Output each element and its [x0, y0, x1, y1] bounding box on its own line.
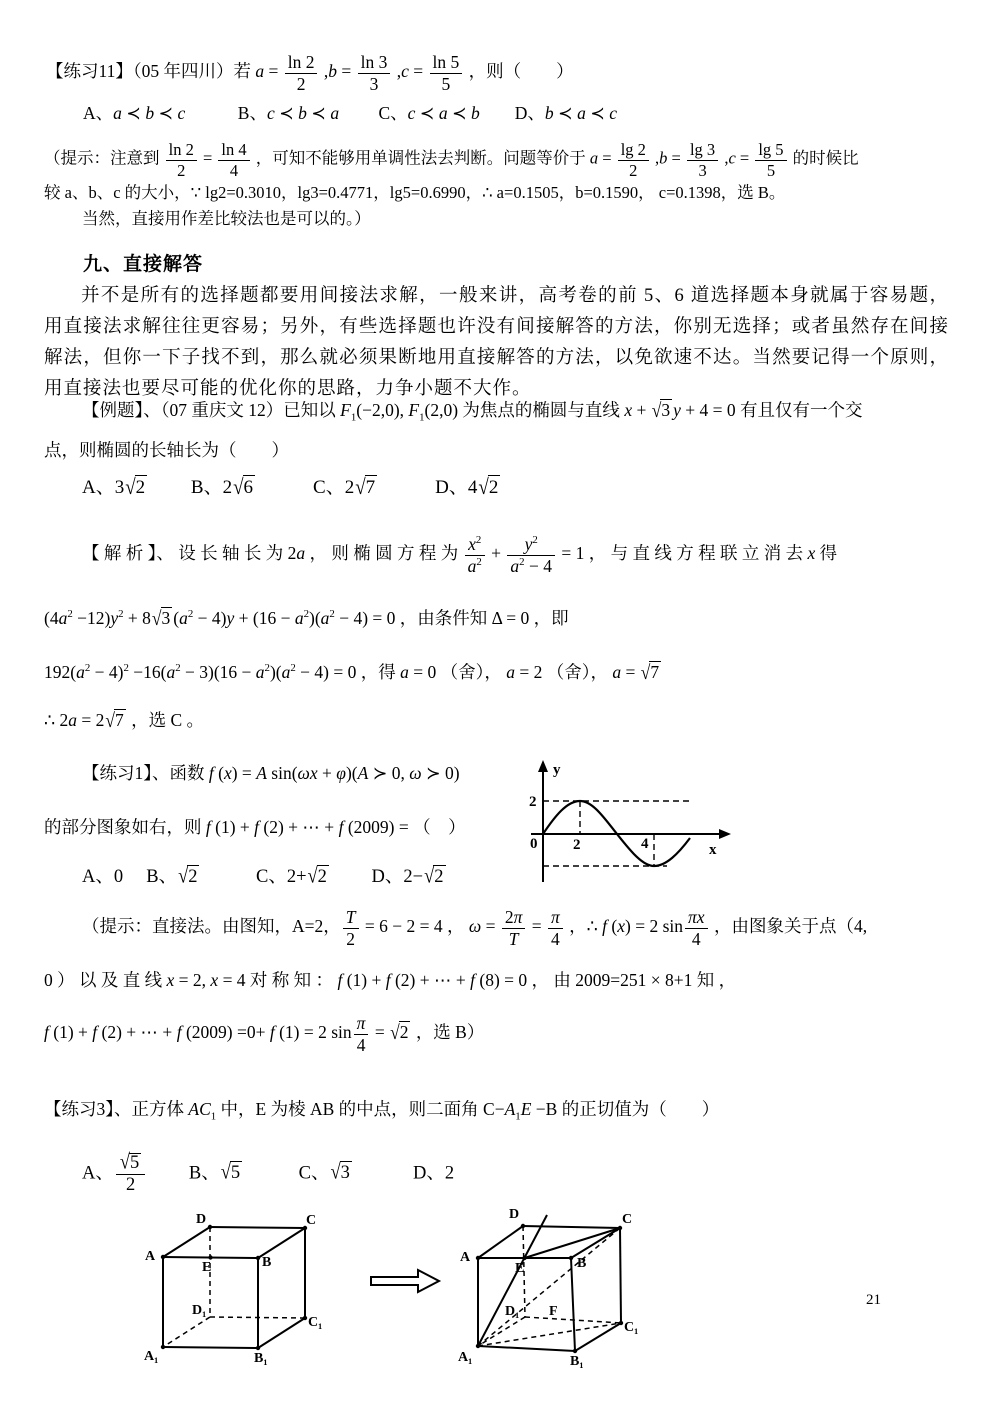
analysis-line-text: 【 解 析 】、 设 长 轴 长 为 2a ， 则 椭 圆 方 程 为 $\frac{x^2}{a^2}$ + $\frac{y^2}{a^2 - 4}$ = 1 ， 与 直 线 方 程 联 立 消 去 x 得 [82, 534, 838, 576]
vertex-label-d1: D₁ [192, 1303, 207, 1318]
practice1-hint-line3 [44, 1006, 484, 1062]
practice1-continuation [44, 812, 466, 844]
practice11-hint-line2 [44, 183, 785, 204]
vertex-label-a1: A₁ [458, 1350, 473, 1365]
analysis-conclusion-text: ∴ 2a = 2√7 ，选 C 。 [44, 707, 205, 731]
implies-arrow-icon [368, 1264, 446, 1298]
point-label-f: F [549, 1304, 558, 1319]
section-paragraph [44, 281, 949, 405]
graph-axes [531, 768, 723, 882]
vertex-label-c: C [306, 1213, 317, 1228]
practice1-hint3-text: f (1) + f (2) + ⋯ + f (2009) =0+ f (1) = 2 sin $\frac{\pi}{4}$ = √2 ，选 B） [44, 1013, 485, 1055]
practice1-hint-line2 [44, 970, 736, 992]
vertex-label-c1: C₁ [624, 1320, 639, 1335]
practice11-hint3-text: 当然，直接用作差比较法也是可以的。） [82, 209, 371, 228]
practice11-choices [83, 103, 617, 125]
practice1-choices [82, 858, 447, 896]
cube-left-solid-edges [163, 1227, 305, 1348]
vertex-label-e: E [202, 1260, 212, 1275]
practice11-hint2-text: 较 a、b、c 的大小，∵ lg2=0.3010，lg3=0.4771，lg5=0.6990，∴ a=0.1505，b=0.1590， c=0.1398，选 B。 [44, 183, 786, 202]
practice3-choices-text: A、 $\frac{√5}{2}$ B、√5 C、√3 D、2 [82, 1150, 455, 1195]
section-heading-text: 九、直接解答 [83, 254, 204, 275]
vertex-label-c1: C₁ [308, 1315, 323, 1330]
vertex-label-b1: B₁ [254, 1351, 268, 1366]
cube-right-solid-edges [478, 1215, 621, 1351]
y-tick-2: 2 [529, 794, 537, 810]
x-axis-arrow [719, 829, 731, 839]
vertex-label-a1: A₁ [144, 1349, 159, 1364]
practice3-title-text: 【练习3】、正方体 $AC_1$ 中，E 为棱 AB 的中点，则二面角 $C-A_1E -B$ 的正切值为（ ） [44, 1099, 720, 1123]
vertex-label-e: E [515, 1261, 525, 1276]
x-tick-2: 2 [573, 837, 581, 853]
x-axis-label: x [709, 842, 717, 858]
analysis-eq2-text: $192(a^2 - 4)^2 -16(a^2 - 3)(16 - a^2)(a^2 - 4) = 0$ ，得 a = 0 （舍）， a = 2 （舍）， a = √7 [44, 659, 660, 683]
analysis-eq-1 [44, 598, 569, 638]
cube-figure-right [453, 1203, 653, 1375]
analysis-line [82, 522, 837, 588]
vertex-label-b1: B₁ [570, 1354, 584, 1369]
section-heading [83, 253, 203, 277]
practice1-hint-line1 [82, 898, 867, 958]
practice1-title-text: 【练习1】、函数 f (x) = A sin(ωx + φ)(A ≻ 0, ω ≻ 0) [82, 763, 460, 784]
vertex-label-b: B [577, 1256, 587, 1271]
analysis-conclusion [44, 700, 204, 740]
x-tick-4: 4 [641, 836, 649, 852]
practice11-hint1-text: （提示：注意到 $\frac{\ln 2}{2}$ = $\frac{\ln 4}{4}$ ，可知不能够用单调性法去判断。问题等价于 a = $\frac{\lg 2}{2}$ ,b = $\frac{\lg 3}{3}$ ,c = $\frac{\lg 5}{5}$ 的时候比 [44, 140, 859, 180]
practice1-choices-text: A、0 B、√2 C、2+√2 D、2−√2 [82, 865, 444, 889]
example-choices [82, 470, 501, 504]
vertex-label-b: B [262, 1255, 272, 1270]
cube-left-hidden-edges [163, 1227, 305, 1347]
vertex-label-a: A [460, 1250, 471, 1265]
vertex-label-c: C [622, 1212, 633, 1227]
sine-graph-figure [527, 758, 737, 890]
practice3-choices [82, 1142, 454, 1206]
practice1-hint1-text: （提示：直接法。由图知，A=2， $\frac{T}{2}$ = 6 − 2 = 4 ， ω = $\frac{2\pi}{T}$ = $\frac{\pi}{4}$ ，∴ f (x) = 2 sin $\frac{\pi x}{4}$ ，由图象关于点（4, [82, 907, 868, 949]
cube-figure-left [138, 1210, 338, 1380]
origin-label: 0 [530, 836, 538, 852]
block-arrow-shape [371, 1270, 439, 1292]
vertex-label-d1: D₁ [505, 1304, 520, 1319]
practice3-title [44, 1096, 719, 1128]
example-title [82, 396, 862, 428]
practice1-continuation-text: 的部分图象如右，则 f (1) + f (2) + ⋯ + f (2009) = （ ） [44, 817, 466, 838]
practice1-hint2-text: 0 ） 以 及 直 线 x = 2, x = 4 对 称 知 ： f (1) + f (2) + ⋯ + f (8) = 0 ， 由 2009=251 × 8+1 知 ， [44, 970, 737, 990]
practice1-title [82, 758, 460, 790]
vertex-label-d: D [196, 1212, 207, 1227]
example-title-text: 【例题】、（07 重庆文 12）已知以 $F_1(-2,0)$, $F_1(2,0)$ 为焦点的椭圆与直线 x + √3 y + 4 = 0 有且仅有一个交 [82, 398, 863, 424]
y-axis-label: y [553, 762, 561, 778]
page-number [866, 1292, 881, 1309]
vertex-label-d: D [509, 1207, 520, 1222]
analysis-eq-2 [44, 652, 662, 692]
vertex-label-a: A [145, 1249, 156, 1264]
practice11-choices-text: A、a ≺ b ≺ c B、c ≺ b ≺ a C、c ≺ a ≺ b D、b ≺ a ≺ c [83, 103, 618, 123]
cube-right-hidden-edges [478, 1226, 621, 1346]
practice11-hint-line3 [82, 209, 371, 230]
practice11-title-text: 【练习11】（05 年四川）若 a = $\frac{\ln 2}{2}$ ,b = $\frac{\ln 3}{3}$ ,c = $\frac{\ln 5}{5}$ ，则（ ） [46, 52, 574, 94]
example-choices-text: A、3√2 B、2√6 C、2√7 D、4√2 [82, 474, 499, 500]
analysis-eq1-text: $(4a^2 -12)y^2 + 8√3$ $(a^2 - 4)y + (16 - a^2)(a^2 - 4) = 0$ ，由条件知 Δ = 0 ，即 [44, 605, 569, 629]
section-paragraph-text: 并不是所有的选择题都要用间接法求解，一般来讲，高考卷的前 5、6 道选择题本身就属于容易题，用直接法求解往往更容易；另外，有些选择题也许没有间接解答的方法，你别无选择；或者虽然存在间接解法，但你一下子找不到，那么就必须果断地用直接解答的方法，以免欲速不达。当然要记得一个原则，用直接法也要尽可能的优化你的思路，力争小题不大作。 [44, 286, 949, 399]
example-continuation-text: 点，则椭圆的长轴长为（ ） [44, 440, 289, 460]
y-axis-arrow [538, 760, 548, 772]
example-continuation [44, 440, 289, 462]
practice11-hint-line1 [44, 131, 859, 189]
practice11-title [46, 44, 574, 102]
page-number-text: 21 [866, 1292, 881, 1308]
